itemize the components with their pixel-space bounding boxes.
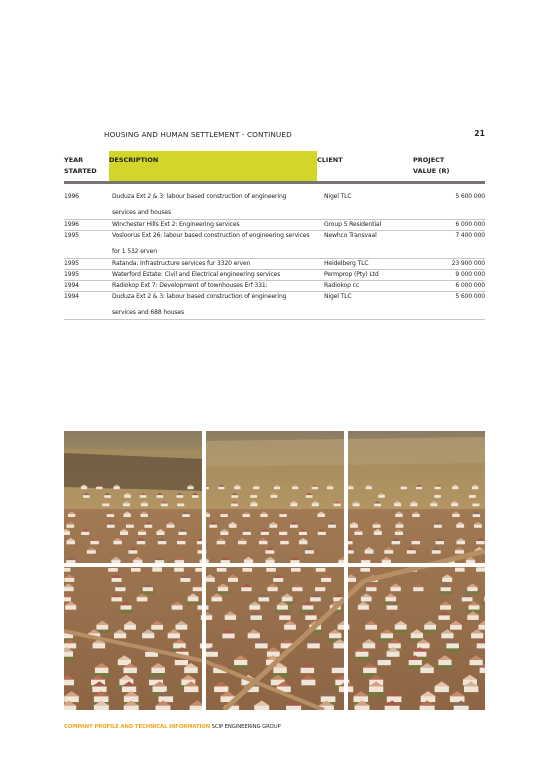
cell-value: 5 600 000 [455, 193, 485, 200]
cell-client: Newhco Transvaal [324, 232, 377, 239]
table-row [64, 259, 485, 270]
table-row [64, 183, 485, 220]
table-row [64, 292, 485, 320]
cell-client: Nigel TLC [324, 293, 352, 300]
cell-description [109, 231, 317, 259]
column-header-year-line1: YEAR [64, 156, 84, 164]
footer-company-name: SCIP ENGINEERING GROUP [211, 724, 281, 730]
section-title: HOUSING AND HUMAN SETTLEMENT - CONTINUED [104, 130, 292, 139]
cell-description-line: Duduza Ext 2 & 3: labour based construction of engineering [112, 293, 287, 300]
footer-company-profile: COMPANY PROFILE AND TECHNICAL INFORMATION [64, 724, 211, 730]
projects-table [64, 151, 485, 320]
cell-description-line: Duduza Ext 2 & 3: labour based construction of engineering [112, 193, 287, 200]
cell-year: 1996 [64, 221, 79, 228]
aerial-photo-grid [64, 431, 485, 710]
cell-description: Ratanda: Infrastructure services fur 3320 erven [112, 260, 251, 267]
cell-year: 1995 [64, 260, 79, 267]
cell-value: 7 400 000 [455, 232, 485, 239]
column-header-client: CLIENT [317, 156, 343, 164]
table-row [64, 220, 485, 231]
column-header-value [413, 151, 485, 183]
cell-description [109, 183, 317, 220]
cell-client: Nigel TLC [324, 193, 352, 200]
column-header-value-line2: VALUE (R) [413, 167, 450, 175]
cell-client: Radiokop cc [324, 282, 360, 289]
cell-year: 1996 [64, 193, 79, 200]
cell-description-line: services and 688 houses [112, 309, 185, 316]
page-footer [64, 724, 281, 730]
cell-value: 6 000 000 [455, 282, 485, 289]
cell-client: Heidelberg TLC [324, 260, 369, 267]
column-header-value-line1: PROJECT [413, 156, 445, 164]
cell-year: 1995 [64, 232, 79, 239]
cell-client: Group 5 Residential [324, 221, 382, 228]
cell-year: 1995 [64, 271, 79, 278]
column-header-year-line2: STARTED [64, 167, 97, 175]
column-header-year [64, 151, 109, 183]
photo-scene [64, 431, 485, 710]
cell-value: 23 900 000 [451, 260, 485, 267]
cell-value: 5 600 000 [455, 293, 485, 300]
aerial-housing-photo [64, 431, 485, 710]
cell-description-line: Vosloorus Ext 26: labour based construction of engineering services [112, 232, 310, 239]
table-row [64, 270, 485, 281]
table-row [64, 231, 485, 259]
table-row [64, 281, 485, 292]
cell-description-line: services and houses [112, 209, 172, 216]
cell-year: 1994 [64, 282, 79, 289]
cell-description: Waterford Estate: Civil and Electrical engineering services [112, 271, 281, 278]
page-header [64, 129, 485, 141]
cell-value: 6 000 000 [455, 221, 485, 228]
cell-description-line: for 1 532 erven [112, 248, 157, 255]
column-header-description: DESCRIPTION [109, 151, 317, 183]
cell-description: Radiokop Ext 7: Development of townhouses Erf 331: [112, 282, 268, 289]
table-header-row [64, 151, 485, 183]
cell-description [109, 292, 317, 320]
cell-description: Winchester Hills Ext 2: Engineering services [112, 221, 240, 228]
table-body [64, 183, 485, 320]
cell-year: 1994 [64, 293, 79, 300]
cell-value: 9 000 000 [455, 271, 485, 278]
cell-client: Permprop (Pty) Ltd [324, 271, 379, 278]
page-number: 21 [474, 129, 485, 138]
